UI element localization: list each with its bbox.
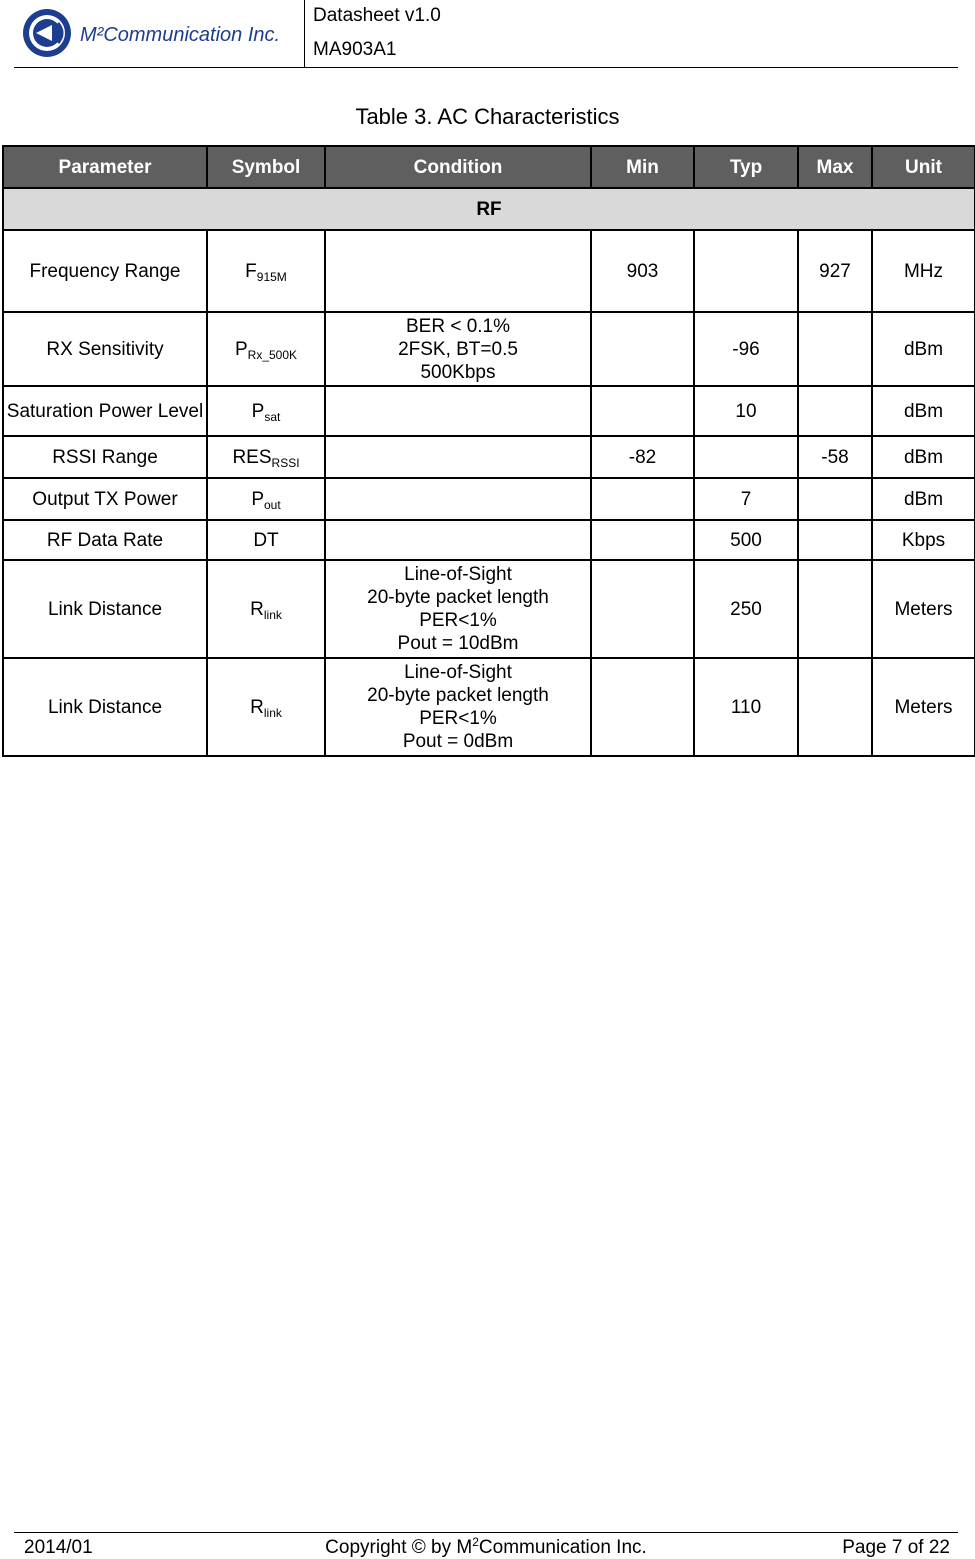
min-cell (591, 386, 694, 436)
condition-line: PER<1% (419, 708, 497, 729)
typ-cell: 500 (694, 520, 798, 560)
unit-cell: Meters (872, 658, 975, 756)
typ-cell: 110 (694, 658, 798, 756)
table-row (3, 230, 975, 312)
typ-cell: 7 (694, 478, 798, 520)
part-number: MA903A1 (313, 39, 397, 60)
column-header: Unit (872, 146, 975, 188)
symbol-subscript: link (263, 607, 282, 622)
table-caption: Table 3. AC Characteristics (355, 104, 620, 129)
column-header: Typ (694, 146, 798, 188)
condition-cell (325, 658, 591, 756)
table-row (3, 658, 975, 756)
typ-cell: -96 (694, 312, 798, 386)
max-cell (798, 386, 872, 436)
max-cell: -58 (798, 436, 872, 478)
symbol-cell (207, 560, 325, 658)
symbol-text: RES (232, 446, 272, 468)
unit-cell: dBm (872, 478, 975, 520)
symbol-text: P (251, 400, 265, 422)
copyright-superscript: 2 (472, 1535, 479, 1549)
table-row (3, 386, 975, 436)
ac-characteristics-table (2, 145, 975, 757)
min-cell (591, 520, 694, 560)
copyright-suffix: Communication Inc. (478, 1537, 647, 1558)
condition-line: Pout = 10dBm (397, 633, 519, 654)
section-label: RF (3, 188, 975, 230)
condition-line: BER < 0.1% (405, 315, 511, 337)
min-cell: -82 (591, 436, 694, 478)
table-row (3, 478, 975, 520)
condition-line: 20-byte packet length (367, 587, 549, 608)
unit-cell: dBm (872, 312, 975, 386)
symbol-cell (207, 386, 325, 436)
min-cell (591, 560, 694, 658)
condition-cell (325, 520, 591, 560)
symbol-cell (207, 230, 325, 312)
min-cell (591, 658, 694, 756)
condition-cell (325, 436, 591, 478)
logo-text: M²Communication Inc. (80, 24, 281, 46)
symbol-text: P (251, 488, 264, 510)
table-header-row (3, 146, 975, 188)
unit-cell: dBm (872, 436, 975, 478)
condition-cell (325, 560, 591, 658)
symbol-subscript: Rx_500K (247, 347, 298, 362)
condition-line: Pout = 0dBm (402, 731, 514, 752)
symbol-cell (207, 658, 325, 756)
condition-cell (325, 230, 591, 312)
symbol-cell (207, 478, 325, 520)
max-cell (798, 520, 872, 560)
symbol-cell (207, 312, 325, 386)
parameter-cell: Frequency Range (3, 230, 207, 312)
max-cell (798, 560, 872, 658)
max-cell (798, 658, 872, 756)
condition-line: 20-byte packet length (367, 685, 549, 706)
condition-line: Line-of-Sight (404, 662, 512, 683)
condition-cell (325, 312, 591, 386)
min-cell (591, 478, 694, 520)
max-cell (798, 478, 872, 520)
doc-title: Datasheet v1.0 (313, 5, 441, 26)
column-header: Symbol (207, 146, 325, 188)
max-cell (798, 312, 872, 386)
footer-copyright (14, 1537, 958, 1559)
symbol-subscript: RSSI (271, 455, 300, 470)
table-row (3, 312, 975, 386)
symbol-text: F (245, 260, 257, 282)
table-row (3, 436, 975, 478)
page-header (14, 0, 958, 68)
parameter-cell: RF Data Rate (3, 520, 207, 560)
page-footer (14, 1532, 958, 1559)
copyright-prefix: Copyright © by M (325, 1537, 473, 1558)
symbol-subscript: out (264, 497, 281, 512)
symbol-text: R (250, 598, 264, 620)
parameter-cell: Saturation Power Level (3, 386, 207, 436)
symbol-subscript: link (263, 705, 282, 720)
condition-line: 2FSK, BT=0.5 (398, 338, 518, 360)
parameter-cell: Output TX Power (3, 478, 207, 520)
symbol-text: R (250, 696, 264, 718)
unit-cell: dBm (872, 386, 975, 436)
parameter-cell: RX Sensitivity (3, 312, 207, 386)
typ-cell: 10 (694, 386, 798, 436)
column-header: Condition (325, 146, 591, 188)
table-row (3, 520, 975, 560)
symbol-subscript: 915M (256, 269, 287, 284)
symbol-text: DT (253, 529, 279, 551)
parameter-cell: Link Distance (3, 560, 207, 658)
parameter-cell: RSSI Range (3, 436, 207, 478)
section-row (3, 188, 975, 230)
condition-line: Line-of-Sight (404, 564, 512, 585)
min-cell: 903 (591, 230, 694, 312)
min-cell (591, 312, 694, 386)
symbol-subscript: sat (264, 409, 281, 424)
unit-cell: MHz (872, 230, 975, 312)
condition-line: PER<1% (419, 610, 497, 631)
symbol-cell (207, 520, 325, 560)
condition-line: 500Kbps (420, 361, 496, 383)
typ-cell (694, 436, 798, 478)
footer-date: 2014/01 (24, 1537, 93, 1558)
parameter-cell: Link Distance (3, 658, 207, 756)
symbol-cell (207, 436, 325, 478)
column-header: Min (591, 146, 694, 188)
symbol-text: P (234, 338, 248, 360)
page-number: Page 7 of 22 (842, 1537, 950, 1558)
unit-cell: Kbps (872, 520, 975, 560)
typ-cell (694, 230, 798, 312)
column-header: Max (798, 146, 872, 188)
typ-cell: 250 (694, 560, 798, 658)
condition-cell (325, 478, 591, 520)
company-logo (18, 4, 298, 62)
table-row (3, 560, 975, 658)
column-header: Parameter (3, 146, 207, 188)
header-divider (304, 0, 305, 67)
unit-cell: Meters (872, 560, 975, 658)
max-cell: 927 (798, 230, 872, 312)
condition-cell (325, 386, 591, 436)
